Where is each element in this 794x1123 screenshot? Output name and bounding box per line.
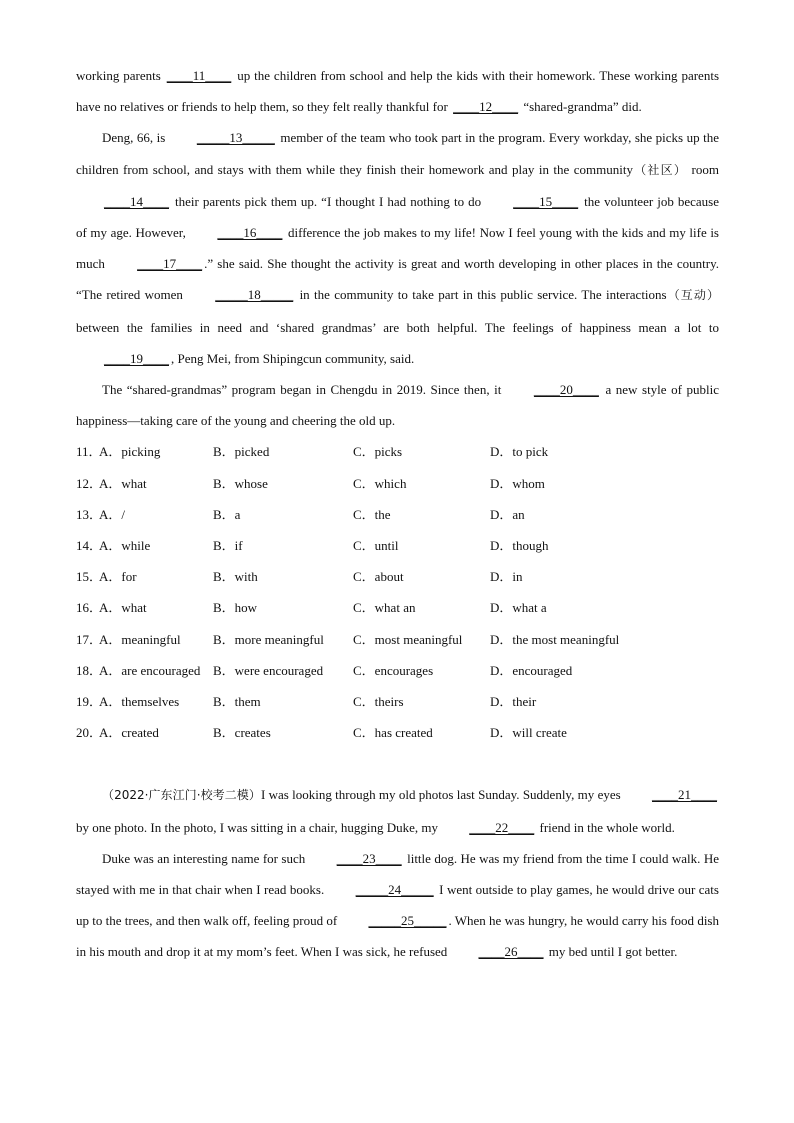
- question-number: 15．: [76, 569, 103, 585]
- blank-25: _____25_____: [368, 913, 447, 929]
- option-b: B．creates: [213, 725, 271, 741]
- question-number: 19．: [76, 693, 103, 709]
- option-a: A．while: [99, 538, 151, 553]
- passage1-paragraph-1: [76, 60, 719, 122]
- blank-17: ____17____: [137, 256, 203, 272]
- blank-22: ____22____: [469, 819, 535, 835]
- option-d: D．whom: [490, 475, 545, 491]
- option-d: D．an: [490, 506, 525, 522]
- option-a: A．what: [99, 475, 147, 491]
- text: up the children from school and help the kids with their homework. These working parents have no relatives or friends to help them, so they felt really thankful for: [76, 68, 719, 115]
- text: .” she said. She thought the activity is great and worth developing in other places in the country. “The retired women: [76, 256, 720, 303]
- question-number: 17．: [76, 631, 103, 647]
- option-c: C．which: [353, 475, 407, 491]
- blank-26: ____26____: [478, 944, 544, 960]
- option-row: [76, 561, 719, 592]
- option-c: C．encourages: [353, 662, 434, 678]
- blank-18: _____18_____: [215, 287, 294, 303]
- option-c: C．about: [353, 569, 404, 585]
- option-c: C．until: [353, 538, 399, 553]
- option-a: A．are encouraged: [99, 662, 201, 678]
- option-d: D．to pick: [490, 444, 549, 460]
- blank-12: ____12____: [453, 99, 519, 115]
- question-number: 11．: [76, 444, 102, 460]
- text: my bed until I got better.: [545, 944, 678, 960]
- option-b: B．were encouraged: [213, 662, 324, 678]
- option-c: C．picks: [353, 444, 403, 460]
- text: Deng, 66, is: [102, 130, 169, 146]
- option-row: [76, 655, 719, 686]
- text: . When he was hungry, he would carry his food dish in his mouth and drop it at my mom’s feet. When I was sick, he refused: [76, 913, 719, 960]
- text: in the community to take part in this public service. The interactions: [295, 287, 667, 303]
- blank-14: ____14____: [104, 193, 169, 209]
- option-d: D．what a: [490, 600, 547, 616]
- option-b: B．picked: [213, 444, 270, 460]
- blank-11: ____11____: [166, 68, 232, 83]
- text: “shared-grandma” did.: [520, 99, 642, 115]
- blank-13: _____13_____: [196, 130, 275, 146]
- option-b: B．with: [213, 569, 258, 585]
- question-number: 18．: [76, 662, 103, 678]
- question-number: 12．: [76, 475, 103, 491]
- gloss-community: （社区）: [633, 162, 688, 177]
- option-row: [76, 499, 719, 530]
- option-row: [76, 592, 719, 623]
- section-gap: [76, 748, 719, 779]
- option-c: C．theirs: [353, 693, 404, 709]
- text: room: [687, 161, 719, 177]
- passage1-paragraph-2: [76, 122, 719, 374]
- question-number: 13．: [76, 506, 103, 522]
- option-a: A．created: [99, 725, 159, 741]
- option-row: [76, 530, 719, 561]
- text: the volunteer job because of my age. However,: [76, 193, 719, 241]
- option-row: [76, 436, 719, 467]
- text: difference the job makes to my life! Now I feel young with the kids and my life is much: [76, 225, 719, 272]
- option-c: C．the: [353, 506, 391, 522]
- options-list: [76, 436, 719, 748]
- passage2-paragraph-1: [76, 779, 719, 842]
- text: working parents: [76, 68, 165, 83]
- text: between the families in need and ‘shared grandmas’ are both helpful. The feelings of happiness mean a lot to: [76, 319, 719, 335]
- blank-24: _____24_____: [355, 881, 434, 897]
- source-label: （2022·广东江门·校考二模）: [102, 788, 261, 803]
- option-d: D．the most meaningful: [490, 631, 620, 647]
- text: I was looking through my old photos last Sunday. Suddenly, my eyes: [260, 787, 624, 803]
- question-number: 20．: [76, 725, 103, 741]
- passage2-paragraph-2: [76, 843, 719, 968]
- option-c: C．has created: [353, 725, 433, 741]
- option-c: C．most meaningful: [353, 631, 463, 647]
- option-c: C．what an: [353, 600, 416, 616]
- option-row: [76, 686, 719, 717]
- option-a: A．what: [99, 600, 147, 616]
- text: their parents pick them up. “I thought I had nothing to do: [171, 193, 486, 209]
- option-a: A．for: [99, 569, 137, 585]
- option-d: D．will create: [490, 725, 567, 741]
- option-b: B．them: [213, 693, 261, 709]
- text: The “shared-grandmas” program began in Chengdu in 2019. Since then, it: [102, 382, 506, 398]
- option-d: D．though: [490, 538, 549, 553]
- option-a: A．picking: [99, 444, 161, 460]
- option-b: B．if: [213, 538, 243, 553]
- option-row: [76, 717, 719, 748]
- text: by one photo. In the photo, I was sitting in a chair, hugging Duke, my: [76, 819, 442, 835]
- option-row: [76, 468, 719, 499]
- text: friend in the whole world.: [536, 819, 675, 835]
- passage1-paragraph-3: [76, 374, 719, 436]
- text: I went outside to play games, he would drive our cats up to the trees, and then walk off, feeling proud of: [76, 881, 719, 929]
- option-a: A．themselves: [99, 693, 180, 709]
- option-b: B．how: [213, 600, 258, 616]
- text: member of the team who took part in the program. Every workday, she picks up the children from school, and stays with them while they finish their homework and play in the community: [76, 130, 719, 177]
- document-page: [76, 60, 719, 968]
- option-d: D．in: [490, 569, 523, 585]
- blank-16: ____16____: [217, 225, 283, 241]
- blank-20: ____20____: [533, 382, 599, 398]
- text: a new style of public happiness—taking care of the young and cheering the old up.: [76, 382, 719, 429]
- option-a: A．meaningful: [99, 631, 181, 647]
- blank-23: ____23____: [336, 850, 402, 866]
- option-row: [76, 624, 719, 655]
- text: little dog. He was my friend from the time I could walk. He stayed with me in that chair when I read books.: [76, 850, 719, 897]
- gloss-interaction: （互动）: [666, 288, 719, 303]
- option-a: A．/: [99, 506, 126, 522]
- option-b: B．more meaningful: [213, 631, 324, 647]
- option-b: B．whose: [213, 475, 268, 491]
- blank-15: ____15____: [513, 193, 579, 209]
- option-d: D．their: [490, 693, 537, 709]
- option-b: B．a: [213, 506, 241, 522]
- text: Duke was an interesting name for such: [102, 850, 309, 866]
- question-number: 16．: [76, 600, 103, 616]
- question-number: 14．: [76, 538, 103, 553]
- blank-21: ____21____: [652, 787, 717, 803]
- blank-19: ____19____: [104, 350, 169, 366]
- text: , Peng Mei, from Shipingcun community, said.: [171, 350, 415, 366]
- option-d: D．encouraged: [490, 662, 573, 678]
